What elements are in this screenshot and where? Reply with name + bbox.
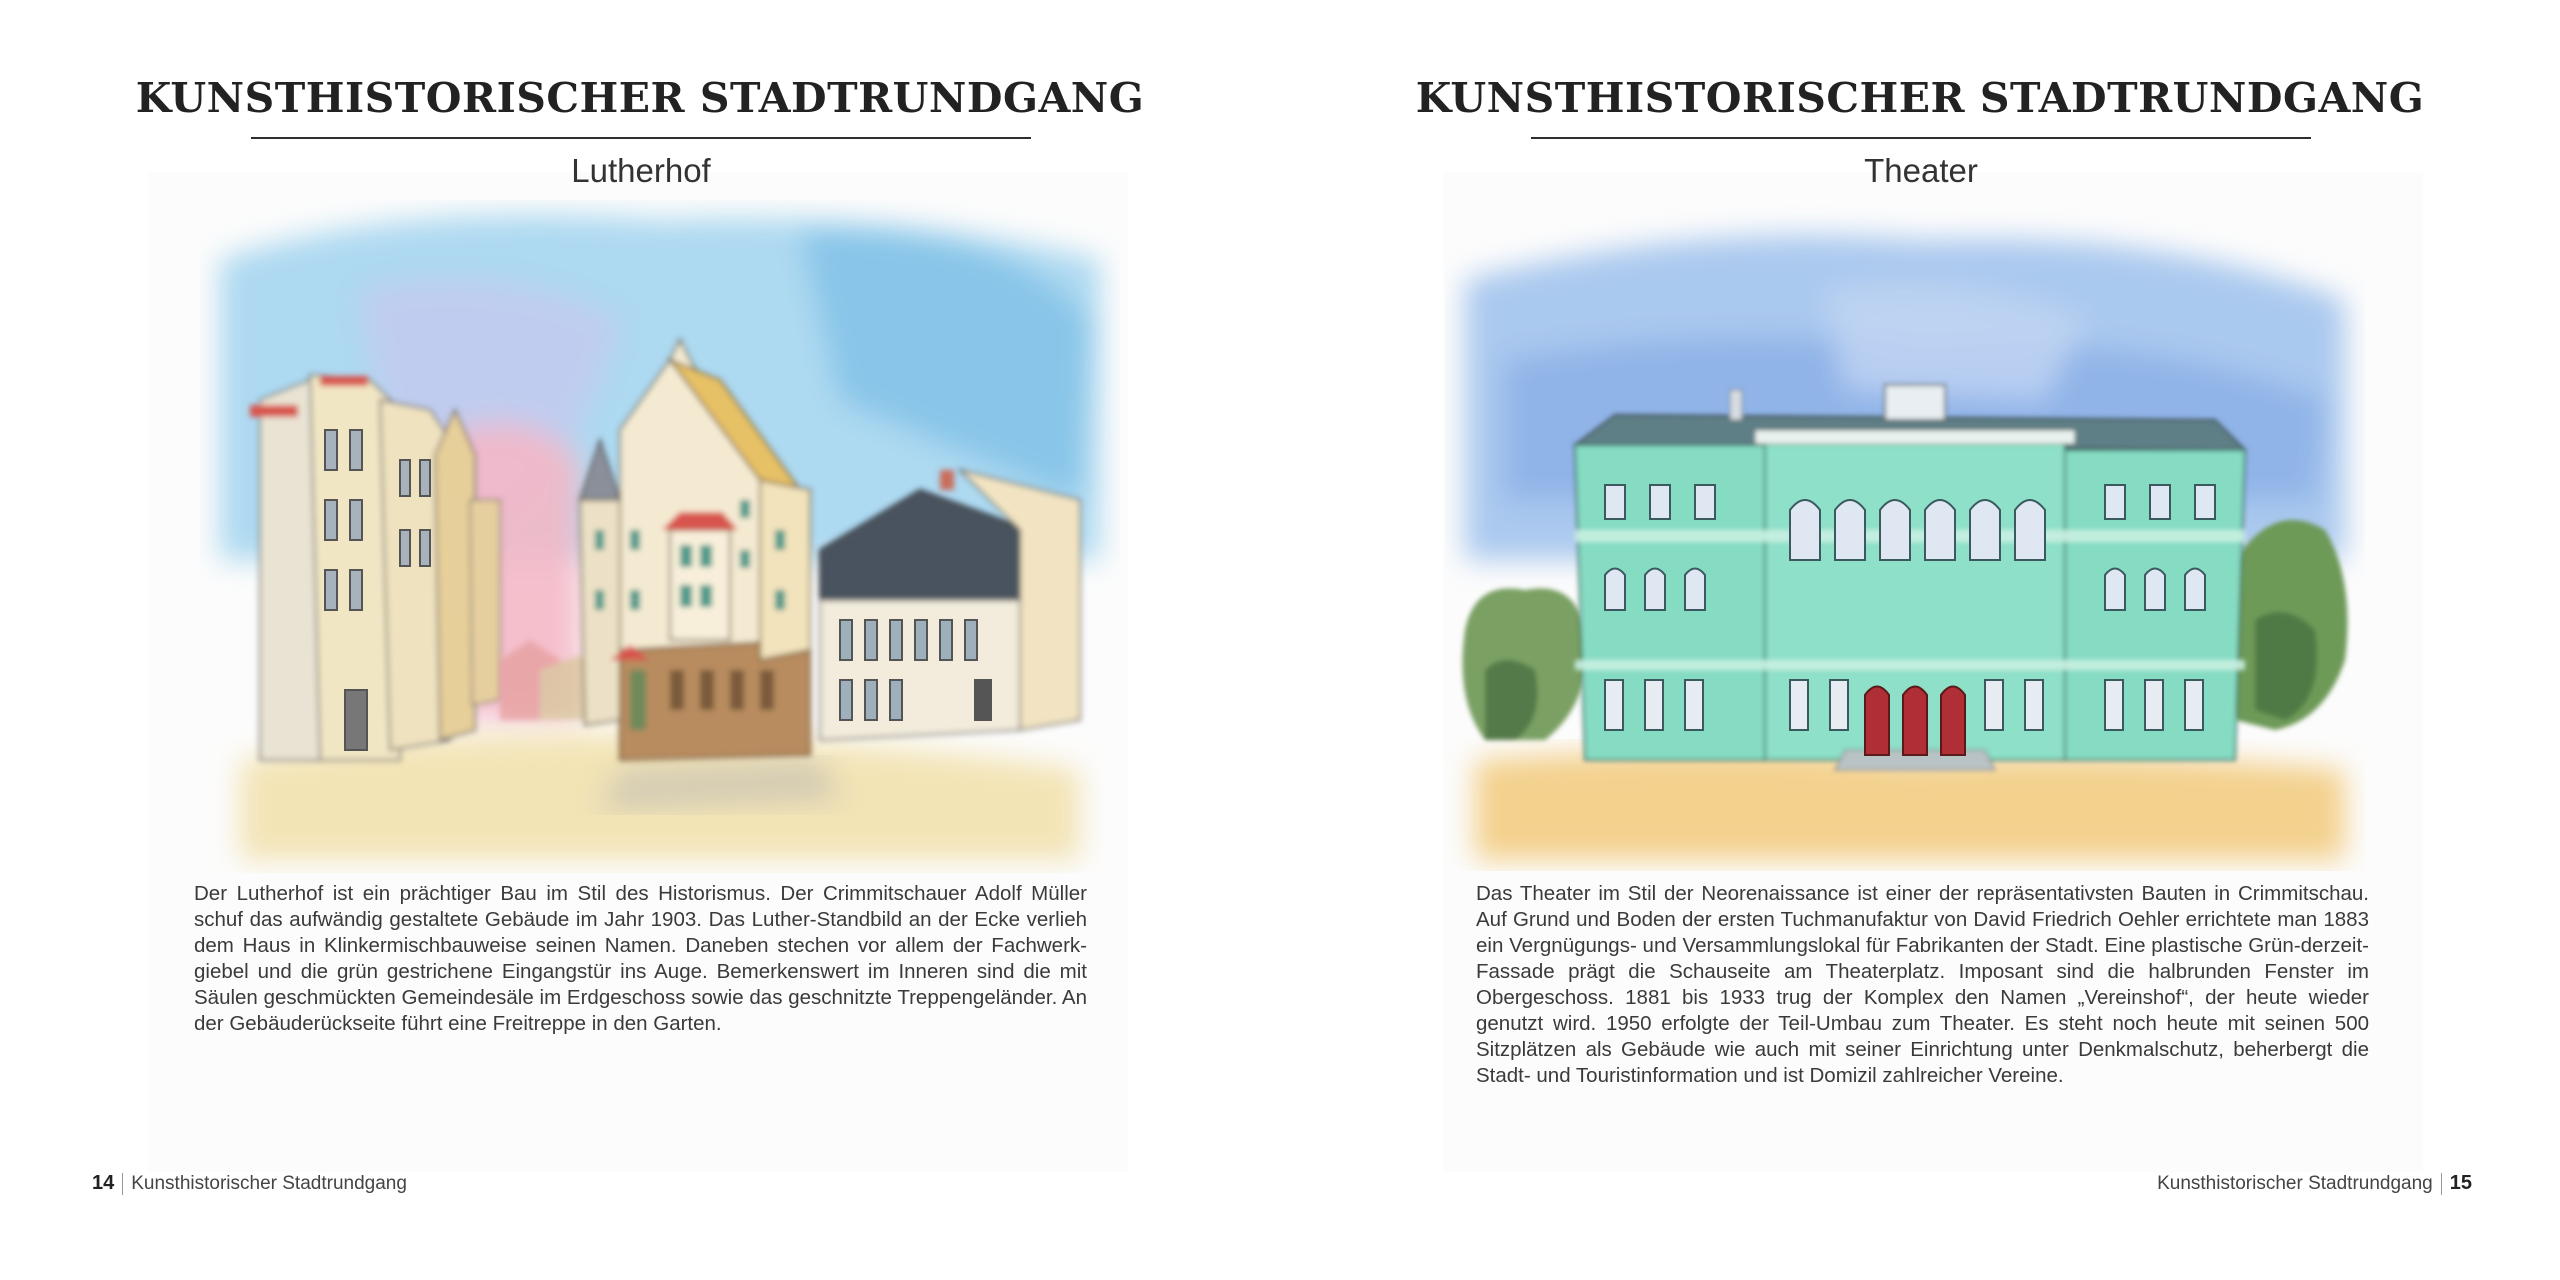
page-number: 14	[92, 1172, 115, 1194]
footer-label: Kunsthistorischer Stadtrundgang	[131, 1173, 407, 1194]
lutherhof-illustration	[200, 200, 1120, 880]
section-title: Theater	[1864, 152, 1978, 189]
heading-rule	[1531, 137, 2311, 139]
page-heading: KUNSTHISTORISCHER STADTRUNDGANG	[1415, 74, 2425, 122]
section-description: Der Lutherhof ist ein prächtiger Bau im Stil des Historismus. Der Crimmitschauer Adolf Müller schuf das aufwändig gestaltete Gebäude im Jahr 1903. Das Luther-Standbild an der Ecke verlieh dem Haus in Klinkermischbauweise seinen Namen. Daneben stechen vor allem der Fachwerk-giebel und die grün gestrichene Eingangstür ins Auge. Bemerkenswert im Inneren sind die mit Säulen geschmückten Gemeindesäle im Erdgeschoss sowie das geschnitzte Treppengeländer. An der Gebäuderückseite führt eine Freitreppe in den Garten.	[194, 882, 1087, 1035]
page-number: 15	[2449, 1172, 2472, 1194]
heading-rule	[251, 137, 1031, 139]
page-heading: KUNSTHISTORISCHER STADTRUNDGANG	[135, 74, 1145, 122]
right-page	[1280, 0, 2560, 1280]
page-footer	[92, 1172, 407, 1195]
section-title: Lutherhof	[571, 152, 711, 189]
page-footer	[2157, 1172, 2472, 1195]
footer-divider	[122, 1173, 123, 1195]
footer-label: Kunsthistorischer Stadtrundgang	[2157, 1173, 2433, 1194]
section-description: Das Theater im Stil der Neorenaissance ist einer der repräsentativsten Bauten in Crimmitschau. Auf Grund und Boden der ersten Tuchmanufaktur von David Friedrich Oehler errichtete man 1883 ein Vergnügungs- und Versammlungslokal für Fabrikanten der Stadt. Eine plastische Grün-derzeit-Fassade prägt die Schauseite am Theaterplatz. Imposant sind die halbrunden Fenster im Obergeschoss. 1881 bis 1933 trug der Komplex den Namen „Vereinshof“, der heute wieder genutzt wird. 1950 erfolgte der Teil-Umbau zum Theater. Es steht noch heute mit seinen 500 Sitzplätzen als Gebäude wie auch mit seiner Einrichtung unter Denkmalschutz, beherbergt die Stadt- und Touristinformation und ist Domizil zahlreicher Vereine.	[1476, 882, 2369, 1087]
footer-divider	[2441, 1173, 2442, 1195]
theater-illustration	[1445, 200, 2365, 880]
